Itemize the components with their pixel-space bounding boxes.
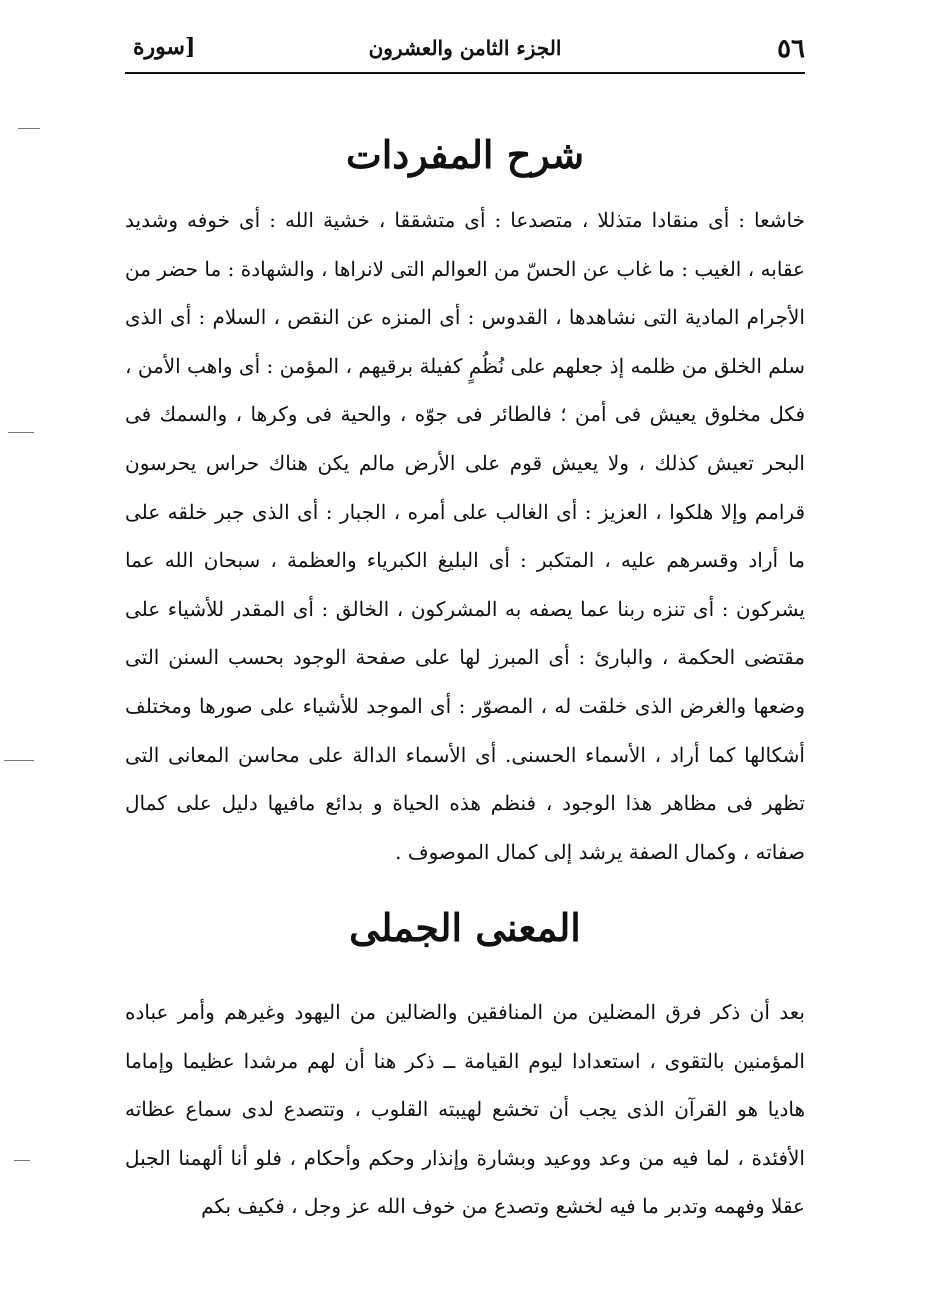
section-heading-general-meaning: المعنى الجملى: [349, 905, 581, 950]
general-meaning-paragraph: بعد أن ذكر فرق المضلين من المنافقين والضالين من اليهود وغيرهم وأمر عباده المؤمنين بالتقوى ، استعدادا ليوم القيامة ــ ذكر هنا أن لهم مرشدا عظيما وإماما هاديا هو القرآن الذى يجب أن تخشع لهيبته القلوب ، وتتصدع لدى سماع عظاته الأفئدة ، لما فيه من وعد ووعيد وبشارة وإنذار وحكم وأحكام ، فلو أنا ألهمنا الجبل عقلا وفهمه وتدبر ما فيه لخشع وتصدع من خوف الله عز وجل ، فكيف بكم: [125, 1000, 805, 1219]
header-rule: [125, 72, 805, 74]
page-number: ٥٦: [777, 34, 805, 64]
surah-label: [سورة: [133, 34, 196, 60]
scan-speck: [8, 432, 34, 433]
scan-speck: [4, 760, 34, 761]
scan-speck: [18, 128, 40, 129]
running-title: الجزء الثامن والعشرون: [368, 36, 562, 60]
scan-speck: [14, 1160, 30, 1161]
page-header: [125, 30, 805, 74]
vocabulary-paragraph: خاشعا : أى منقادا متذللا ، متصدعا : أى متشققا ، خشية الله : أى خوفه وشديد عقابه ، الغيب : ما غاب عن الحسّ من العوالم التى لانراها ، والشهادة : ما حضر من الأجرام المادية التى نشاهدها ، القدوس : أى المنزه عن النقص ، السلام : أى الذى سلم الخلق من ظلمه إذ جعلهم على نُظُمٍ كفيلة برقيهم ، المؤمن : أى واهب الأمن ، فكل مخلوق يعيش فى أمن ؛ فالطائر فى جوّه ، والحية فى وكرها ، والسمك فى البحر تعيش كذلك ، ولا يعيش قوم على الأرض مالم يكن هناك حراس يحرسون قرامم وإلا هلكوا ، العزيز : أى الغالب على أمره ، الجبار : أى الذى جبر خلقه على ما أراد وقسرهم عليه ، المتكبر : أى البليغ الكبرياء والعظمة ، سبحان الله عما يشركون : أى تنزه ربنا عما يصفه به المشركون ، الخالق : أى المقدر للأشياء على مقتضى الحكمة ، والبارئ : أى المبرز لها على صفحة الوجود بحسب السنن التى وضعها والغرض الذى خلقت له ، المصوّر : أى الموجد للأشياء على صورها ومختلف أشكالها كما أراد ، الأسماء الحسنى. أى الأسماء الدالة على محاسن المعانى التى تظهر فى مظاهر هذا الوجود ، فنظم هذه الحياة و بدائع مافيها دليل على كمال صفاته ، وكمال الصفة يرشد إلى كمال الموصوف .: [125, 208, 805, 864]
section-heading-vocabulary: شرح المفردات: [345, 132, 585, 177]
